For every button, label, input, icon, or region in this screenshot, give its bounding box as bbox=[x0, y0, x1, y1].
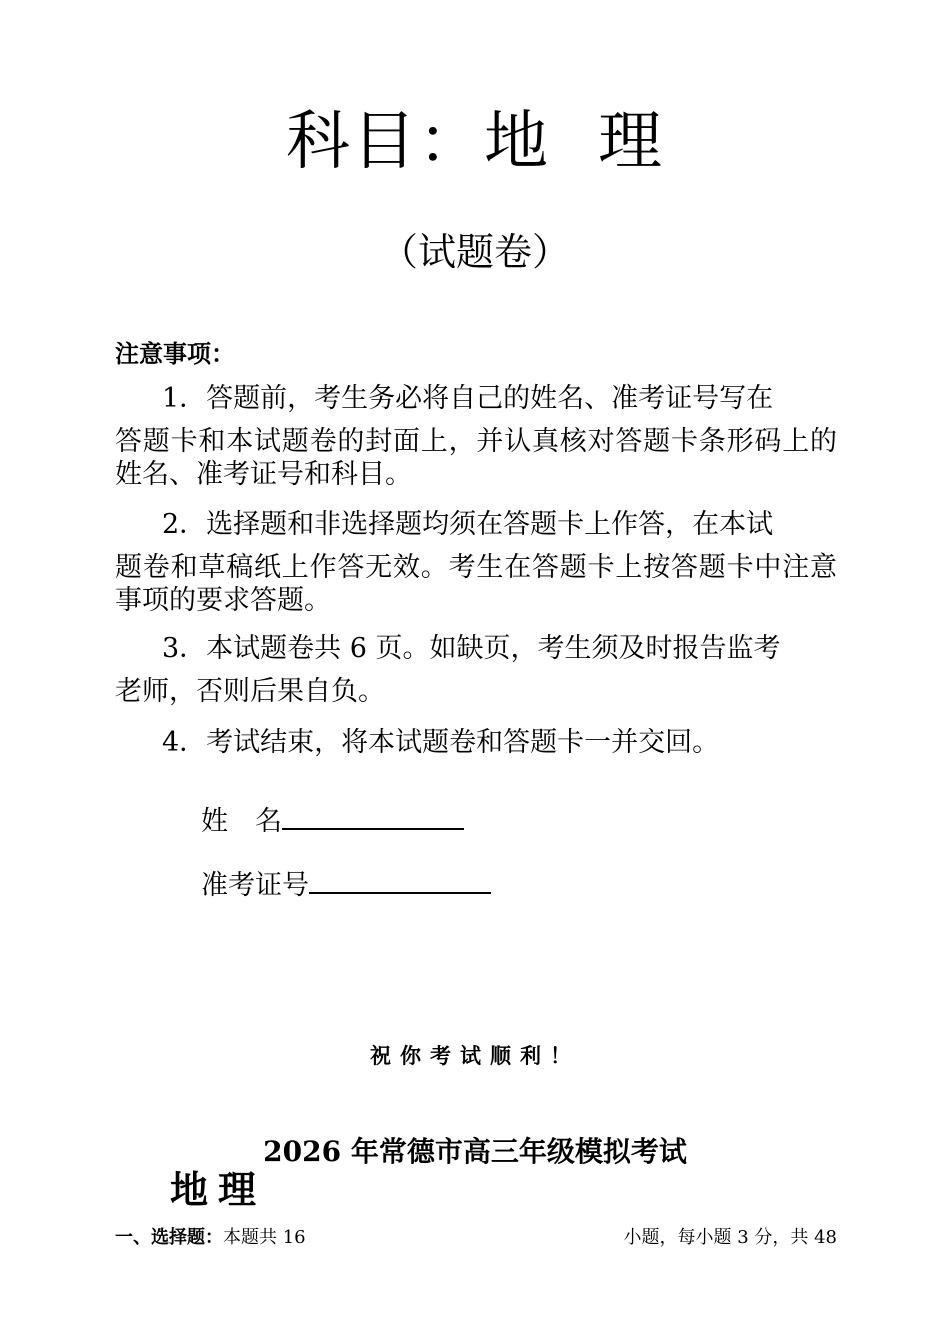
subject-title bbox=[0, 100, 950, 184]
choice-section-heading bbox=[115, 1225, 306, 1251]
name-field bbox=[201, 802, 464, 842]
exam-subject: 地理 bbox=[170, 1168, 267, 1212]
choice-section-text: 本题共 16 bbox=[223, 1227, 306, 1248]
paper-type: （试题卷） bbox=[379, 230, 570, 274]
name-blank[interactable] bbox=[282, 804, 464, 830]
notice-item-3-line1: 3．本试题卷共 6 页。如缺页，考生须及时报告监考 bbox=[162, 633, 781, 664]
notice-heading: 注意事项： bbox=[115, 340, 235, 368]
exam-title: 2026 年常德市高三年级模拟考试 bbox=[263, 1135, 687, 1168]
notice-item-3 bbox=[115, 632, 837, 708]
name-label: 姓 名 bbox=[201, 806, 282, 837]
choice-section-tail: 小题，每小题 3 分，共 48 bbox=[623, 1227, 837, 1248]
notice-item-2 bbox=[115, 508, 837, 617]
blessing: 祝你考试顺利！ bbox=[370, 1044, 580, 1068]
notice-item-3-rest: 老师，否则后果自负。 bbox=[115, 676, 385, 707]
notice-item-1-rest: 答题卡和本试题卷的封面上，并认真核对答题卡条形码上的姓名、准考证号和科目。 bbox=[115, 426, 837, 490]
id-field bbox=[201, 866, 491, 906]
notice-item-4 bbox=[115, 726, 837, 759]
id-label: 准考证号 bbox=[201, 870, 309, 901]
subject-title-part2: 理 bbox=[598, 105, 664, 179]
choice-section-label: 一、选择题： bbox=[115, 1227, 223, 1248]
id-blank[interactable] bbox=[309, 868, 491, 894]
notice-item-1 bbox=[115, 382, 837, 491]
notice-item-1-line1: 1．答题前，考生务必将自己的姓名、准考证号写在 bbox=[162, 383, 774, 414]
subject-title-part1: 科目：地 bbox=[286, 105, 550, 179]
notice-item-2-line1: 2．选择题和非选择题均须在答题卡上作答，在本试 bbox=[162, 509, 774, 540]
notice-item-2-rest: 题卷和草稿纸上作答无效。考生在答题卡上按答题卡中注意事项的要求答题。 bbox=[115, 552, 837, 616]
notice-item-4-line1: 4．考试结束，将本试题卷和答题卡一并交回。 bbox=[162, 727, 720, 758]
